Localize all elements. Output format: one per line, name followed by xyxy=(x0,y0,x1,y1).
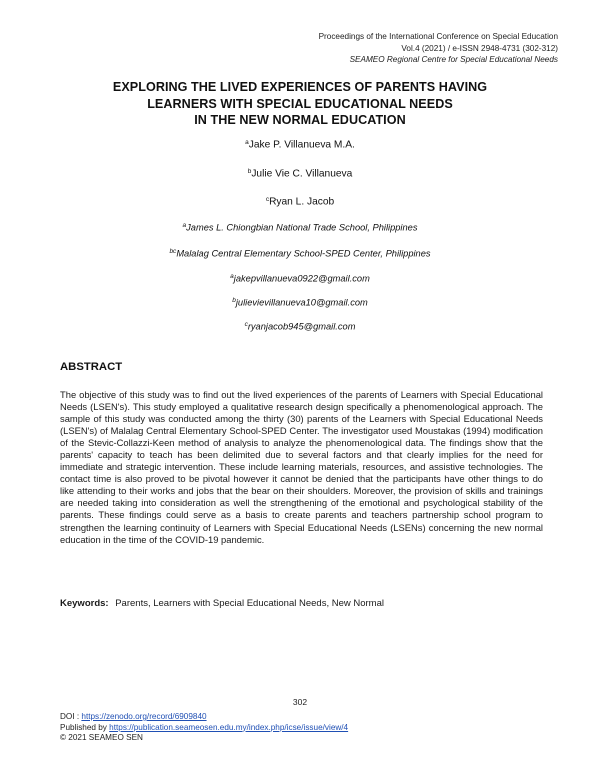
doi-link[interactable]: https://zenodo.org/record/6909840 xyxy=(81,712,207,721)
author-sup: a xyxy=(245,139,249,146)
email-text: julievievillanueva10@gmail.com xyxy=(235,297,368,308)
author-name: Julie Vie C. Villanueva xyxy=(251,168,353,180)
affiliation-sup: bc xyxy=(169,248,177,255)
footer xyxy=(60,712,348,744)
affiliation-sup: a xyxy=(182,222,187,229)
copyright: © 2021 SEAMEO SEN xyxy=(60,733,143,742)
paper-title xyxy=(60,79,540,129)
publisher-link[interactable]: https://publication.seameosen.edu.my/index.php/icse/issue/view/4 xyxy=(109,722,349,732)
email-c xyxy=(0,321,600,332)
keywords-label: Keywords: xyxy=(60,598,109,609)
affiliation-text: Malalag Central Elementary School-SPED Center, Philippines xyxy=(176,248,431,259)
keywords-text: Parents, Learners with Special Educational Needs, New Normal xyxy=(115,598,384,609)
author-name: Ryan L. Jacob xyxy=(269,196,335,208)
running-header xyxy=(319,31,558,66)
doi-line xyxy=(60,712,348,723)
affiliation-text: James L. Chiongbian National Trade School, Philippines xyxy=(186,222,418,233)
title-line: LEARNERS WITH SPECIAL EDUCATIONAL NEEDS xyxy=(147,96,453,111)
affiliation-a xyxy=(0,222,600,233)
email-b xyxy=(0,297,600,308)
email-sup: c xyxy=(244,321,248,328)
abstract-body: The objective of this study was to find out the lived experiences of the parents of Learners with Special Educational Needs (LSEN's). This study employed a qualitative research design specifically a phenomenological approach. The sample of this study was conducted among the thirty (30) parents of the Learners with Special Educational Needs (LSEN's) of Malalag Central Elementary School-SPED Center. The investigator used Moustakas (1994) modification of the Stevic-Collazzi-Keen method of analysis to analyze the phenomenological data. The findings show that the parents' capacity to teach has been delimited due to several factors and that clearly implies for the need for immediate and strategic intervention. These include learning materials, resources, and assistive technologies. The contact time is also proved to be pivotal however it cannot be denied that the participants have other things to do like attending to their works and jobs that the bear on their shoulders. Moreover, the provision of skills and trainings are needed taking into consideration as well the strengthening of the emotional and psychological stability of the parents. These findings could serve as a basis to create parents and teachers partnership school program to strengthen the learning continuity of Learners with Special Educational Needs (LSENs) concerning the new normal education in the time of the COVID-19 pandemic. xyxy=(60,389,543,545)
author-c xyxy=(0,196,600,208)
author-name: Jake P. Villanueva M.A. xyxy=(248,139,355,151)
page-number: 302 xyxy=(292,697,308,707)
title-line: EXPLORING THE LIVED EXPERIENCES OF PARENTS HAVING xyxy=(112,80,488,94)
author-sup: c xyxy=(265,196,270,203)
published-line xyxy=(60,723,348,734)
email-text: ryanjacob945@gmail.com xyxy=(247,321,356,332)
keywords xyxy=(60,598,384,609)
header-volume: Vol.4 (2021) / e-ISSN 2948-4731 (302-312) xyxy=(401,43,558,53)
author-b xyxy=(0,168,600,180)
title-line: IN THE NEW NORMAL EDUCATION xyxy=(194,113,406,127)
author-sup: b xyxy=(247,168,252,175)
affiliation-bc xyxy=(0,248,600,259)
header-publisher: SEAMEO Regional Centre for Special Educational Needs xyxy=(349,55,558,64)
author-a xyxy=(0,139,600,151)
email-text: jakepvillanueva0922@gmail.com xyxy=(233,273,370,284)
doi-label: DOI : xyxy=(60,712,82,721)
email-sup: a xyxy=(230,273,234,280)
email-a xyxy=(0,273,600,284)
header-proceedings: Proceedings of the International Conference on Special Education xyxy=(318,32,558,41)
abstract-heading: ABSTRACT xyxy=(60,361,123,373)
published-label: Published by xyxy=(60,722,110,732)
email-sup: b xyxy=(232,297,236,304)
